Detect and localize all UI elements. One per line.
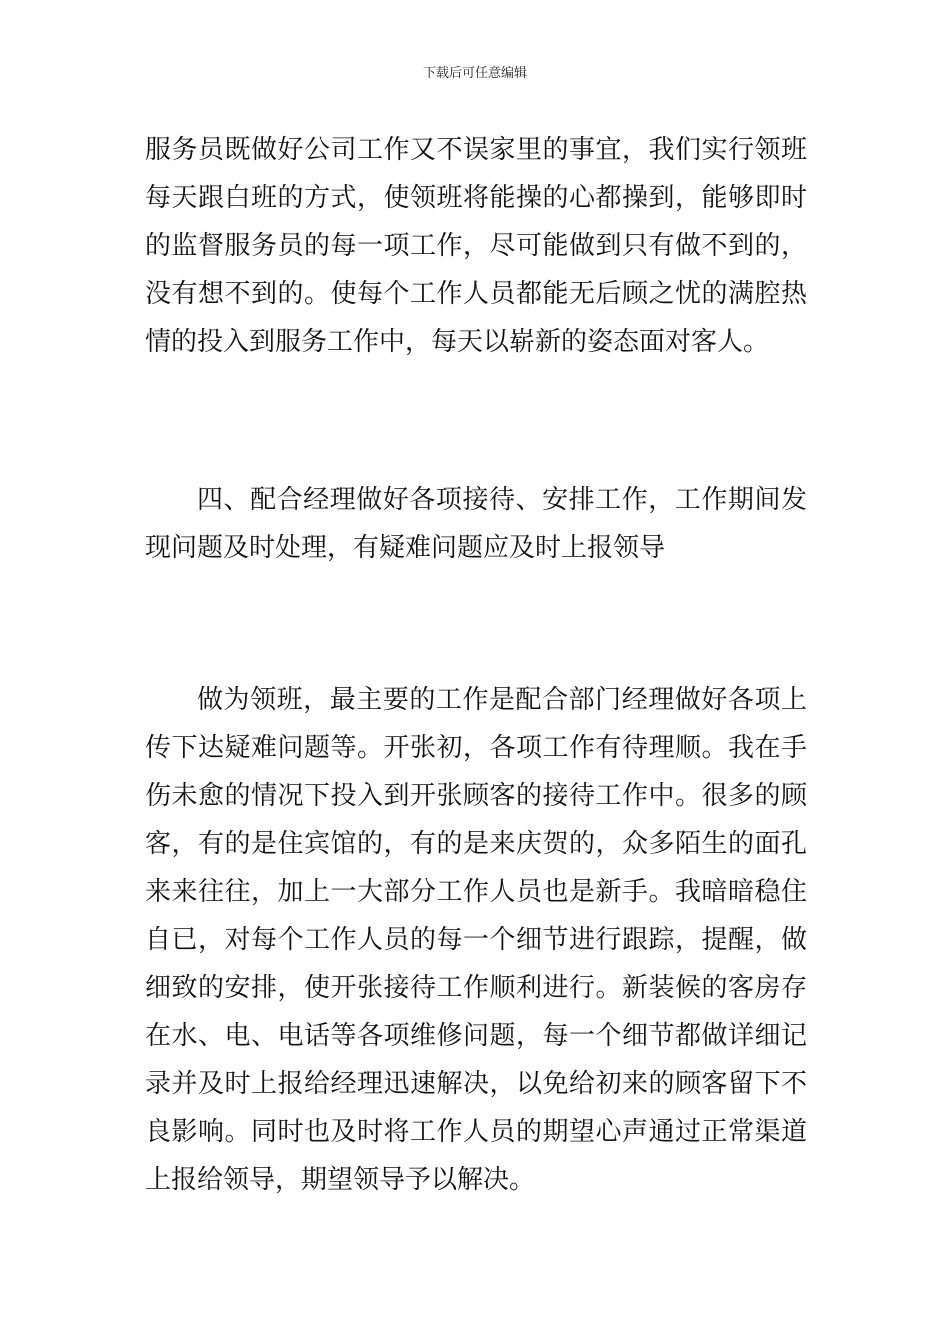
page-header: 下载后可任意编辑 <box>422 66 527 81</box>
body-paragraph-continuation: 服务员既做好公司工作又不误家里的事宜，我们实行领班每天跟白班的方式，使领班将能操的心都操到，能够即时的监督服务员的每一项工作，尽可能做到只有做不到的，没有想不到的。使每个工作人员都能无后顾之忧的满腔热情的投入到服务工作中，每天以崭新的姿态面对客人。 <box>145 135 807 357</box>
body-paragraph-section-four: 做为领班，最主要的工作是配合部门经理做好各项上传下达疑难问题等。开张初，各项工作有待理顺。我在手伤未愈的情况下投入到开张顾客的接待工作中。很多的顾客，有的是住宾馆的，有的是来庆贺的，众多陌生的面孔来来往往，加上一大部分工作人员也是新手。我暗暗稳住自已，对每个工作人员的每一个细节进行跟踪，提醒，做细致的安排，使开张接待工作顺利进行。新装候的客房存在水、电、电话等各项维修问题，每一个细节都做详细记录并及时上报给经理迅速解决，以免给初来的顾客留下不良影响。同时也及时将工作人员的期望心声通过正常渠道上报给领导，期望领导予以解决。 <box>145 685 807 1195</box>
section-heading-four: 四、配合经理做好各项接待、安排工作，工作期间发现问题及时处理，有疑难问题应及时上报领导 <box>145 485 807 563</box>
